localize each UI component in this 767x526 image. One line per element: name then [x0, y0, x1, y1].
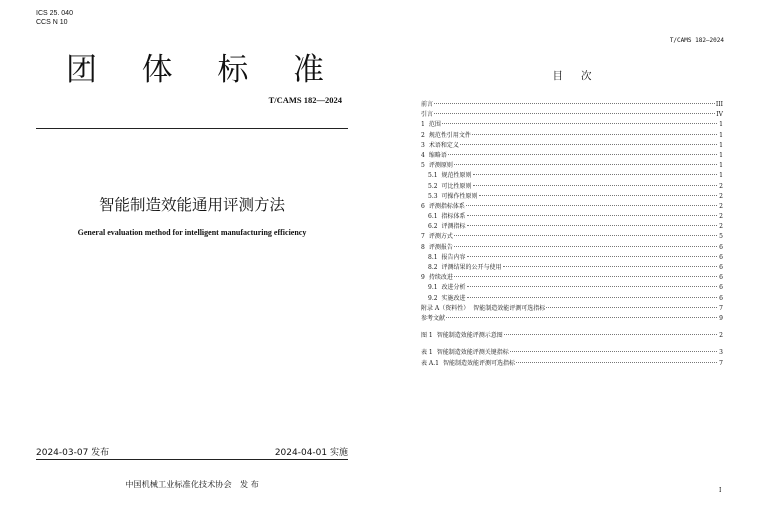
- toc-entry-number: 图 1: [421, 332, 433, 340]
- toc-entry-number: 6: [421, 202, 425, 210]
- toc-entry[interactable]: [421, 263, 723, 273]
- toc-entry-page: IV: [716, 111, 723, 119]
- toc-entry-page: 6: [719, 264, 723, 271]
- publish-date: 2024-03-07 发布: [36, 448, 110, 458]
- toc-dot-leader: [446, 317, 717, 318]
- toc-dot-leader: [434, 113, 715, 114]
- toc-dot-leader: [448, 154, 717, 155]
- toc-entry[interactable]: [421, 171, 723, 181]
- toc-entry[interactable]: [421, 283, 723, 293]
- toc-entry[interactable]: [421, 202, 723, 212]
- toc-entry-number: 7: [421, 233, 425, 241]
- toc-entry-label: 改进分析: [441, 284, 466, 292]
- toc-entry-label: 评测结果的公开与使用: [441, 264, 502, 271]
- toc-entry-label: 评测原则: [428, 162, 453, 170]
- toc-entry[interactable]: [421, 232, 723, 242]
- toc-dot-leader: [467, 297, 717, 298]
- toc-entry-number: 6.1: [428, 213, 438, 221]
- toc-entry-label: 缩略语: [428, 151, 447, 159]
- toc-entry-label: 评测指标: [441, 223, 466, 231]
- toc-dot-leader: [467, 256, 717, 257]
- toc-entry[interactable]: [421, 243, 723, 253]
- toc-entry-page: 3: [719, 349, 723, 357]
- toc-spacer: [421, 324, 723, 331]
- toc-entry-label: 智能制造效能评测关键指标: [436, 349, 509, 357]
- toc-entry-number: 4: [421, 151, 425, 159]
- toc-dot-leader: [466, 205, 717, 206]
- toc-entry-page: III: [715, 101, 723, 108]
- toc-dot-leader: [454, 276, 717, 277]
- toc-entry[interactable]: [421, 161, 723, 171]
- toc-dot-leader: [434, 103, 715, 104]
- toc-entry[interactable]: [421, 100, 723, 110]
- toc-entry-page: 5: [719, 233, 723, 241]
- ics-code: ICS 25. 040: [36, 10, 73, 17]
- toc-entry[interactable]: [421, 331, 723, 341]
- standard-code: T/CAMS 182—2024: [268, 95, 342, 105]
- toc-spacer: [421, 341, 723, 348]
- toc-entry-label: 实施改进: [441, 294, 466, 302]
- toc-entry-label: 可比性原则: [441, 182, 472, 190]
- toc-entry-page: 2: [719, 223, 723, 231]
- toc-entry[interactable]: [421, 359, 723, 369]
- toc-entry-label: 评测指标体系: [428, 202, 465, 210]
- toc-entry[interactable]: [421, 192, 723, 202]
- toc-entry-page: 1: [719, 131, 723, 139]
- toc-entry-page: 7: [719, 359, 723, 367]
- toc-entry-page: 1: [719, 121, 723, 129]
- toc-dot-leader: [516, 362, 717, 363]
- toc-entry-label: 报告内容: [441, 253, 466, 261]
- toc-entry-page: 6: [719, 253, 723, 261]
- toc-dot-leader: [473, 185, 717, 186]
- toc-entry-label: 规范性原则: [441, 172, 472, 180]
- toc-entry-label: 评测报告: [428, 243, 453, 251]
- divider-bottom: [36, 459, 348, 460]
- title-char: 准: [292, 52, 326, 88]
- toc-dot-leader: [503, 266, 717, 267]
- toc-entry-label: 可操作性原则: [441, 192, 478, 200]
- toc-entry-number: 附录 A（资料性）: [421, 304, 470, 312]
- toc-entry-number: 表 1: [421, 349, 433, 357]
- toc-heading: 目次: [552, 70, 610, 82]
- toc-entry[interactable]: [421, 314, 723, 324]
- implement-date: 2024-04-01 实施: [274, 448, 348, 458]
- toc-entry-page: 6: [719, 294, 723, 302]
- toc-entry-label: 引言: [421, 111, 434, 119]
- standard-type-title: [66, 44, 326, 89]
- toc-entry-label: 范围: [428, 121, 441, 129]
- table-of-contents: [421, 100, 723, 369]
- toc-entry-number: 2: [421, 131, 425, 139]
- toc-dot-leader: [504, 334, 717, 335]
- toc-entry-number: 5: [421, 162, 425, 170]
- toc-entry-number: 5.2: [428, 182, 438, 190]
- toc-entry-page: 2: [719, 182, 723, 190]
- toc-entry[interactable]: [421, 294, 723, 304]
- toc-entry-number: 3: [421, 141, 425, 149]
- toc-entry[interactable]: [421, 304, 723, 314]
- toc-dot-leader: [472, 134, 717, 135]
- toc-dot-leader: [510, 351, 717, 352]
- toc-dot-leader: [442, 123, 717, 124]
- toc-entry-number: 1: [421, 121, 425, 129]
- toc-dot-leader: [454, 164, 717, 165]
- toc-entry[interactable]: [421, 110, 723, 120]
- toc-entry-page: 1: [719, 151, 723, 159]
- divider-top: [36, 128, 348, 129]
- toc-entry-page: 7: [719, 304, 723, 312]
- english-title: General evaluation method for intelligent manufacturing efficiency: [77, 228, 307, 237]
- toc-entry-number: 6.2: [428, 223, 438, 231]
- toc-entry-page: 6: [719, 243, 723, 251]
- toc-entry-page: 2: [719, 332, 723, 340]
- toc-entry-label: 评测方式: [428, 233, 453, 241]
- page-number: I: [719, 487, 722, 494]
- chinese-title: 智能制造效能通用评测方法: [98, 196, 285, 214]
- toc-entry-page: 1: [719, 141, 723, 149]
- toc-entry[interactable]: [421, 222, 723, 232]
- toc-dot-leader: [467, 225, 717, 226]
- toc-dot-leader: [546, 307, 717, 308]
- toc-entry[interactable]: [421, 141, 723, 151]
- toc-dot-leader: [467, 286, 717, 287]
- toc-entry-page: 6: [719, 274, 723, 282]
- toc-dot-leader: [460, 144, 717, 145]
- toc-entry-number: 5.3: [428, 192, 438, 200]
- toc-entry-label: 前言: [421, 101, 434, 108]
- toc-entry-label: 规范性引用文件: [428, 131, 471, 139]
- toc-dot-leader: [479, 195, 717, 196]
- toc-entry[interactable]: [421, 273, 723, 283]
- toc-entry-page: 9: [719, 314, 723, 322]
- toc-entry-label: 参考文献: [421, 314, 446, 322]
- toc-entry-label: 术语和定义: [428, 141, 459, 149]
- title-char: 团: [66, 52, 99, 88]
- toc-entry-number: 9.2: [428, 294, 438, 302]
- toc-entry[interactable]: [421, 212, 723, 222]
- toc-entry-page: 2: [719, 192, 723, 200]
- toc-entry-label: 智能制造效能评测示意图: [436, 332, 503, 340]
- toc-standard-code: T/CAMS 182—2024: [669, 37, 724, 44]
- toc-entry[interactable]: [421, 253, 723, 263]
- toc-entry-label: 智能制造效能评测可选指标: [442, 359, 515, 367]
- toc-entry[interactable]: [421, 348, 723, 358]
- toc-entry[interactable]: [421, 120, 723, 130]
- toc-entry-number: 5.1: [428, 172, 438, 180]
- toc-entry-page: 2: [719, 213, 723, 221]
- toc-entry-page: 2: [719, 202, 723, 210]
- publisher: 中国机械工业标准化技术协会 发 布: [125, 479, 259, 489]
- toc-entry-label: 智能制造效能评测可选指标: [473, 304, 546, 312]
- toc-entry-page: 6: [719, 284, 723, 292]
- toc-dot-leader: [454, 246, 717, 247]
- toc-entry-page: 1: [719, 162, 723, 170]
- toc-dot-leader: [473, 174, 717, 175]
- toc-entry-number: 9: [421, 274, 425, 282]
- toc-entry-number: 8.1: [428, 253, 438, 261]
- title-char: 体: [141, 52, 175, 88]
- ccs-code: CCS N 10: [36, 19, 68, 26]
- toc-entry-label: 指标体系: [441, 213, 466, 221]
- toc-dot-leader: [467, 215, 717, 216]
- toc-entry-label: 持续改进: [428, 274, 453, 282]
- toc-entry[interactable]: [421, 182, 723, 192]
- toc-entry-number: 9.1: [428, 284, 438, 292]
- classification-codes: [36, 9, 73, 27]
- toc-entry-number: 表 A.1: [421, 359, 439, 367]
- toc-entry[interactable]: [421, 151, 723, 161]
- toc-entry-number: 8: [421, 243, 425, 251]
- toc-entry-number: 8.2: [428, 264, 438, 271]
- title-char: 标: [217, 52, 251, 88]
- toc-entry[interactable]: [421, 131, 723, 141]
- toc-entry-page: 1: [719, 172, 723, 180]
- toc-dot-leader: [454, 235, 717, 236]
